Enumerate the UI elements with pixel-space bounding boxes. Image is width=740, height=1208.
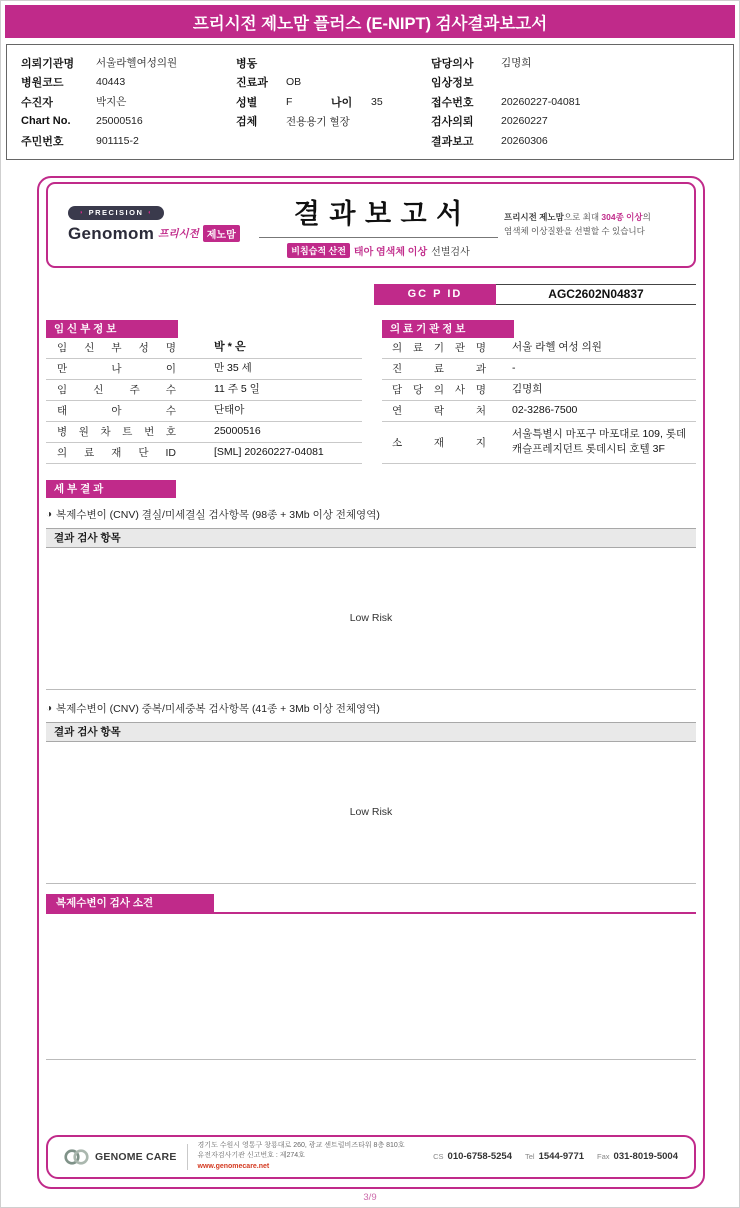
contact-label: Fax xyxy=(597,1152,610,1161)
tagline-text: 으로 최대 xyxy=(563,212,602,223)
row-value: - xyxy=(512,361,516,374)
gc-pid-label: GC P ID xyxy=(374,284,496,305)
result-items-header: 결과 검사 항목 xyxy=(46,528,696,548)
field-label: 나이 xyxy=(331,96,353,109)
row-label: 의 료 기 관 명 xyxy=(392,342,486,354)
field-row xyxy=(236,73,431,93)
subtitle-rest: 선별검사 xyxy=(431,246,470,258)
table-row xyxy=(46,443,362,464)
table-row xyxy=(382,380,696,401)
contact-cs xyxy=(433,1151,512,1162)
field-value: 35 xyxy=(371,95,383,108)
field-row xyxy=(236,112,431,132)
row-value: 박 * 은 xyxy=(214,340,246,353)
cnv-deletion-section-title xyxy=(46,508,696,522)
patient-col-middle xyxy=(236,53,431,151)
field-label: 수진자 xyxy=(21,96,53,109)
field-value: 20260306 xyxy=(501,134,548,147)
report-header-center xyxy=(253,192,504,258)
field-value: 25000516 xyxy=(96,115,143,128)
field-value: 서울라헬여성의원 xyxy=(96,57,178,70)
cnv-findings-header: 복제수변이 검사 소견 xyxy=(46,894,214,912)
precision-badge: ◗ PRECISION ◖ xyxy=(68,206,164,220)
contact-value: 1544-9771 xyxy=(538,1151,585,1162)
report-title-bar xyxy=(5,5,735,38)
field-label: 담당의사 xyxy=(431,57,474,70)
report-title-text: 프리시전 제노맘 플러스 (E-NIPT) 검사결과보고서 xyxy=(192,14,548,33)
cnv-duplication-section-title xyxy=(46,702,696,716)
footer-brand-text: GENOME CARE xyxy=(95,1150,177,1163)
subtitle-highlight: 태아 염색체 이상 xyxy=(353,246,428,258)
footer-website: www.genomecare.net xyxy=(197,1162,270,1170)
address-line2: 유전자검사기관 신고번호 : 제274호 xyxy=(197,1152,305,1160)
tagline xyxy=(504,211,682,237)
field-value: 20260227-04081 xyxy=(501,95,581,108)
field-row xyxy=(431,131,719,151)
row-label: 연 락 처 xyxy=(392,405,486,417)
field-row xyxy=(21,73,236,93)
report-header xyxy=(46,182,696,268)
row-value: 단태아 xyxy=(214,403,245,416)
tagline-line1 xyxy=(504,211,682,224)
clinic-info-header: 의 료 기 관 정 보 xyxy=(382,320,514,338)
field-row xyxy=(21,131,236,151)
contact-fax xyxy=(597,1151,678,1162)
row-label: 병 원 차 트 번 호 xyxy=(57,426,176,438)
field-label: 임상정보 xyxy=(431,77,474,90)
contact-label: Tel xyxy=(525,1152,535,1161)
field-value: 전용용기 혈장 xyxy=(286,115,350,128)
gc-pid-bar xyxy=(374,284,696,305)
tagline-highlight: 304종 이상 xyxy=(601,212,643,223)
row-value: 25000516 xyxy=(214,424,261,437)
field-row xyxy=(236,53,431,73)
row-value: 11 주 5 일 xyxy=(214,382,260,395)
patient-info-box xyxy=(6,44,734,160)
tagline-brand: 프리시전 제노맘 xyxy=(504,212,564,223)
field-row xyxy=(21,53,236,73)
table-row xyxy=(46,422,362,443)
field-value: 40443 xyxy=(96,76,126,89)
field-value: OB xyxy=(286,76,302,89)
field-value: 20260227 xyxy=(501,115,548,128)
table-row xyxy=(382,422,696,464)
cnv-findings-region xyxy=(46,914,696,1060)
contact-value: 031-8019-5004 xyxy=(613,1151,678,1162)
mother-info-table xyxy=(46,320,362,464)
tagline-text: 의 xyxy=(642,212,651,223)
table-row xyxy=(382,359,696,380)
result-report-box xyxy=(37,176,705,1189)
half-circle-icon: ◑ xyxy=(46,509,53,520)
genomecare-logo-icon xyxy=(64,1148,90,1166)
genomom-logo xyxy=(68,206,253,244)
mother-info-header: 임 신 부 정 보 xyxy=(46,320,178,338)
spacer xyxy=(46,1060,696,1135)
field-label: 검체 xyxy=(236,116,258,129)
field-row xyxy=(431,112,719,132)
contact-label: CS xyxy=(433,1152,444,1161)
address-line1: 경기도 수원시 영통구 창룡대로 260, 광교 센트럴비즈타워 8층 810호 xyxy=(197,1141,405,1149)
cnv-duplication-result-region xyxy=(46,742,696,884)
row-label: 진 료 과 xyxy=(392,363,486,375)
patient-col-left xyxy=(21,53,236,151)
row-value: 만 35 세 xyxy=(214,361,252,374)
table-row xyxy=(46,359,362,380)
field-row xyxy=(21,92,236,112)
row-label: 만 나 이 xyxy=(57,363,176,375)
table-row xyxy=(382,401,696,422)
field-label: 검사의뢰 xyxy=(431,116,474,129)
field-value: 김명희 xyxy=(501,57,532,70)
footer xyxy=(46,1135,696,1179)
row-value: 02-3286-7500 xyxy=(512,403,578,416)
section-title-text: 복제수변이 (CNV) 중복/미세중복 검사항목 (41종 + 3Mb 이상 전체영역) xyxy=(56,703,380,715)
patient-col-right xyxy=(431,53,719,151)
field-row xyxy=(431,73,719,93)
gc-pid-value: AGC2602N04837 xyxy=(496,284,696,305)
field-label: 병원코드 xyxy=(21,77,64,90)
clinic-info-table xyxy=(382,320,696,464)
field-value: F xyxy=(286,95,293,108)
field-label: 병동 xyxy=(236,57,258,70)
row-label: 임 신 부 성 명 xyxy=(57,342,176,354)
row-label: 담 당 의 사 명 xyxy=(392,384,486,396)
brand-wordmark: Genomom xyxy=(68,223,155,243)
cnv-deletion-result-region xyxy=(46,548,696,690)
footer-address xyxy=(198,1141,405,1173)
subtitle-badge: 비침습적 산전 xyxy=(287,243,350,258)
tagline-line2: 염색체 이상질환을 선별할 수 있습니다 xyxy=(504,225,645,236)
table-row xyxy=(46,401,362,422)
brand-line xyxy=(68,224,253,244)
section-title-text: 복제수변이 (CNV) 결실/미세결실 검사항목 (98종 + 3Mb 이상 전체영역) xyxy=(56,509,380,521)
field-row xyxy=(21,112,236,132)
field-value: 박지은 xyxy=(96,96,127,109)
contact-value: 010-6758-5254 xyxy=(447,1151,512,1162)
detail-result-header: 세 부 결 과 xyxy=(46,480,176,498)
row-value: 서울특별시 마포구 마포대로 109, 롯데캐슬프레지던트 롯데시티 호텔 3F xyxy=(512,427,687,455)
info-tables xyxy=(46,320,696,464)
row-value: [SML] 20260227-04081 xyxy=(214,445,324,458)
footer-contacts xyxy=(433,1151,678,1162)
table-row xyxy=(46,380,362,401)
brand-sub-text: 프리시전 xyxy=(158,228,199,240)
result-value: Low Risk xyxy=(349,806,393,818)
brand-sub-badge: 제노맘 xyxy=(203,225,240,242)
field-label: 진료과 xyxy=(236,77,268,90)
field-row xyxy=(431,92,719,112)
cnv-findings-header-row xyxy=(46,894,696,914)
row-label: 의 료 재 단 ID xyxy=(57,447,176,459)
row-value: 서울 라헬 여성 의원 xyxy=(512,340,602,353)
row-label: 태 아 수 xyxy=(57,405,176,417)
table-row xyxy=(382,338,696,359)
field-label: Chart No. xyxy=(21,115,71,128)
field-row xyxy=(236,92,431,112)
field-value: 901115-2 xyxy=(96,134,139,147)
genomecare-logo xyxy=(64,1148,177,1166)
report-subtitle xyxy=(259,243,498,258)
gc-pid-row xyxy=(46,284,696,305)
field-label: 주민번호 xyxy=(21,135,64,148)
result-items-header: 결과 검사 항목 xyxy=(46,722,696,742)
report-main-title: 결 과 보 고 서 xyxy=(259,192,498,238)
result-value: Low Risk xyxy=(349,612,393,624)
row-value: 김명희 xyxy=(512,382,543,395)
field-row xyxy=(431,53,719,73)
field-label: 의뢰기관명 xyxy=(21,57,75,70)
field-label: 성별 xyxy=(236,96,258,109)
row-label: 임 신 주 수 xyxy=(57,384,176,396)
half-circle-icon: ◑ xyxy=(46,703,53,714)
table-row xyxy=(46,338,362,359)
footer-divider xyxy=(187,1144,188,1170)
page-number: 3/9 xyxy=(363,1192,377,1203)
field-label: 접수번호 xyxy=(431,96,474,109)
field-label: 결과보고 xyxy=(431,135,474,148)
contact-tel xyxy=(525,1151,584,1162)
row-label: 소 재 지 xyxy=(392,436,486,449)
